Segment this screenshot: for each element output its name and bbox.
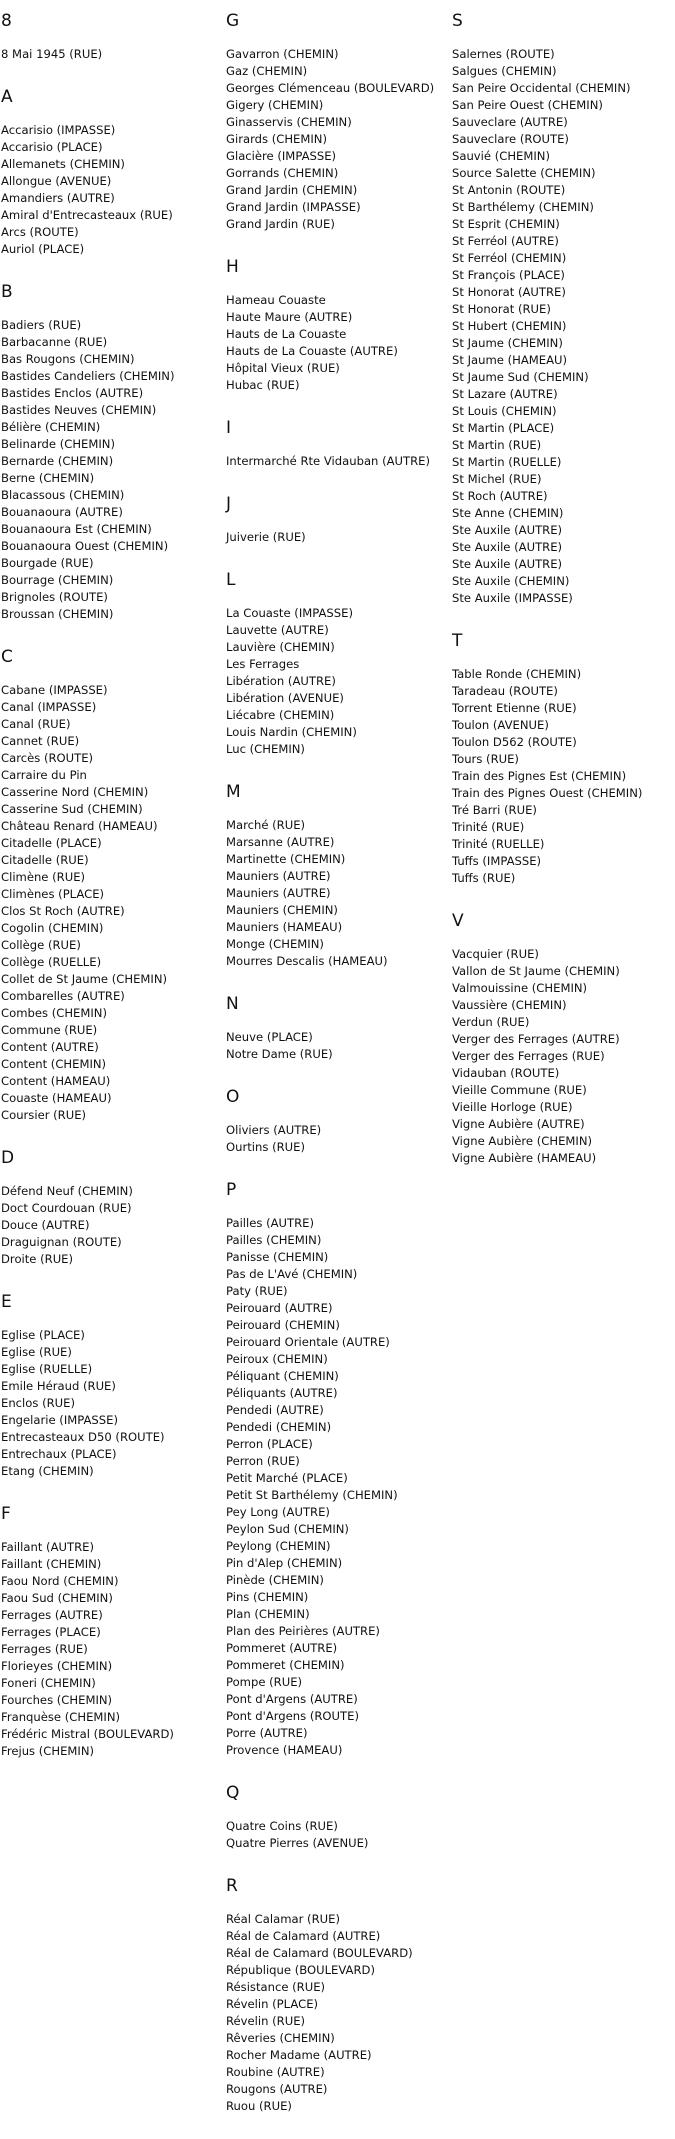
letter-section: [1, 282, 229, 623]
street-list-item: Grand Jardin (IMPASSE): [226, 200, 361, 214]
street-list-item: Amandiers (AUTRE): [1, 191, 115, 205]
street-list-item: Brignoles (ROUTE): [1, 590, 108, 604]
street-list-item: Bouanaoura Est (CHEMIN): [1, 522, 152, 536]
street-list-item: Blacassous (CHEMIN): [1, 488, 125, 502]
street-list-item: Pendedi (AUTRE): [226, 1403, 324, 1417]
street-list-item: Train des Pignes Ouest (CHEMIN): [452, 786, 643, 800]
street-list-item: Peirouard (CHEMIN): [226, 1318, 340, 1332]
street-list-item: Neuve (PLACE): [226, 1030, 313, 1044]
street-list-item: Casserine Sud (CHEMIN): [1, 802, 143, 816]
street-list-item: Mauniers (AUTRE): [226, 869, 331, 883]
street-list-item: Bourgade (RUE): [1, 556, 94, 570]
street-list-item: Juiverie (RUE): [226, 530, 306, 544]
street-list-item: Eglise (PLACE): [1, 1328, 85, 1342]
street-list-item: Vaussière (CHEMIN): [452, 998, 567, 1012]
street-list-item: St François (PLACE): [452, 268, 565, 282]
street-list-item: Gigery (CHEMIN): [226, 98, 324, 112]
street-list-item: Bas Rougons (CHEMIN): [1, 352, 135, 366]
street-list-item: Vallon de St Jaume (CHEMIN): [452, 964, 620, 978]
street-list-item: St Jaume (CHEMIN): [452, 336, 563, 350]
street-list-item: Vigne Aubière (CHEMIN): [452, 1134, 593, 1148]
street-list-item: Content (CHEMIN): [1, 1057, 107, 1071]
street-list-item: Doct Courdouan (RUE): [1, 1201, 132, 1215]
street-list-item: Ste Auxile (AUTRE): [452, 540, 563, 554]
street-list-item: Révelin (RUE): [226, 2014, 306, 2028]
street-list-item: Gaz (CHEMIN): [226, 64, 308, 78]
letter-section: [226, 418, 454, 470]
street-list-item: Girards (CHEMIN): [226, 132, 328, 146]
section-letter-heading: Q: [226, 1783, 240, 1803]
street-list-item: St Martin (RUE): [452, 438, 542, 452]
street-list-item: Perron (PLACE): [226, 1437, 313, 1451]
section-letter-heading: A: [1, 87, 13, 107]
street-list-item: Frédéric Mistral (BOULEVARD): [1, 1727, 174, 1741]
street-list-item: Sauveclare (AUTRE): [452, 115, 568, 129]
street-list: [452, 46, 674, 607]
letter-section: [226, 994, 454, 1063]
street-list-item: Péliquant (CHEMIN): [226, 1369, 339, 1383]
street-list-item: Mauniers (AUTRE): [226, 886, 331, 900]
street-list-item: St Ferréol (CHEMIN): [452, 251, 567, 265]
letter-section: [226, 1783, 454, 1852]
street-list-item: Révelin (PLACE): [226, 1997, 319, 2011]
street-list-item: Faillant (AUTRE): [1, 1540, 94, 1554]
street-list: [226, 1215, 454, 1759]
street-list-item: Draguignan (ROUTE): [1, 1235, 122, 1249]
section-letter-heading: T: [452, 631, 463, 651]
street-list-item: Peiroux (CHEMIN): [226, 1352, 328, 1366]
street-list-item: Entrecasteaux D50 (ROUTE): [1, 1430, 165, 1444]
street-list-item: Réal de Calamard (BOULEVARD): [226, 1946, 413, 1960]
street-list-item: Péliquants (AUTRE): [226, 1386, 338, 1400]
street-list-item: Foneri (CHEMIN): [1, 1676, 96, 1690]
section-letter-heading: M: [226, 782, 241, 802]
street-list-item: Pailles (AUTRE): [226, 1216, 315, 1230]
section-letter-heading: V: [452, 911, 464, 931]
section-letter-heading: E: [1, 1292, 12, 1312]
street-list-item: Cabane (IMPASSE): [1, 683, 108, 697]
street-list-item: Hôpital Vieux (RUE): [226, 361, 340, 375]
street-list-item: Cannet (RUE): [1, 734, 80, 748]
street-list-item: Pins (CHEMIN): [226, 1590, 309, 1604]
street-list-item: St Martin (PLACE): [452, 421, 555, 435]
street-list-item: Peylong (CHEMIN): [226, 1539, 331, 1553]
street-list-item: Mourres Descalis (HAMEAU): [226, 954, 388, 968]
street-list: [226, 529, 454, 546]
street-list-item: Climène (RUE): [1, 870, 86, 884]
street-list-item: Citadelle (PLACE): [1, 836, 102, 850]
street-list-item: Peirouard Orientale (AUTRE): [226, 1335, 390, 1349]
letter-section: [452, 911, 674, 1167]
section-letter-heading: F: [1, 1504, 11, 1524]
street-list-item: Collège (RUELLE): [1, 955, 102, 969]
section-letter-heading: O: [226, 1087, 240, 1107]
street-list: [1, 1327, 229, 1480]
street-list-item: Verdun (RUE): [452, 1015, 530, 1029]
street-list-item: Ste Anne (CHEMIN): [452, 506, 564, 520]
street-list-item: Gorrands (CHEMIN): [226, 166, 339, 180]
street-list-item: St Ferréol (AUTRE): [452, 234, 559, 248]
street-list-item: Collège (RUE): [1, 938, 81, 952]
street-list-item: Notre Dame (RUE): [226, 1047, 333, 1061]
street-list-item: Peylon Sud (CHEMIN): [226, 1522, 349, 1536]
street-list-item: Luc (CHEMIN): [226, 742, 305, 756]
street-list-item: St Lazare (AUTRE): [452, 387, 558, 401]
letter-section: [226, 1087, 454, 1156]
street-list-item: Ruou (RUE): [226, 2099, 292, 2113]
street-list-item: Pey Long (AUTRE): [226, 1505, 330, 1519]
street-list-item: Marsanne (AUTRE): [226, 835, 335, 849]
street-list-item: Louis Nardin (CHEMIN): [226, 725, 357, 739]
street-list-item: Douce (AUTRE): [1, 1218, 90, 1232]
street-list-item: Bourrage (CHEMIN): [1, 573, 114, 587]
letter-section: [226, 494, 454, 546]
street-list-item: Cogolin (CHEMIN): [1, 921, 104, 935]
street-list-item: Défend Neuf (CHEMIN): [1, 1184, 133, 1198]
street-list-item: Grand Jardin (RUE): [226, 217, 335, 231]
street-list-item: Bernarde (CHEMIN): [1, 454, 114, 468]
street-list-item: Toulon (AVENUE): [452, 718, 549, 732]
street-list-item: Auriol (PLACE): [1, 242, 85, 256]
street-list-item: Salernes (ROUTE): [452, 47, 555, 61]
street-list-item: Porre (AUTRE): [226, 1726, 308, 1740]
street-list-item: Bélière (CHEMIN): [1, 420, 101, 434]
street-list-item: Libération (AVENUE): [226, 691, 344, 705]
street-list-item: Amiral d'Entrecasteaux (RUE): [1, 208, 173, 222]
street-list-item: Paty (RUE): [226, 1284, 288, 1298]
street-list-item: Florieyes (CHEMIN): [1, 1659, 113, 1673]
street-list-item: Gavarron (CHEMIN): [226, 47, 339, 61]
street-list-item: Petit St Barthélemy (CHEMIN): [226, 1488, 398, 1502]
street-list-item: Ferrages (AUTRE): [1, 1608, 103, 1622]
section-letter-heading: P: [226, 1180, 237, 1200]
street-list: [226, 817, 454, 970]
street-list-item: Taradeau (ROUTE): [452, 684, 558, 698]
letter-section: [1, 1148, 229, 1268]
street-list-item: Table Ronde (CHEMIN): [452, 667, 582, 681]
street-list-item: Couaste (HAMEAU): [1, 1091, 112, 1105]
street-list: [226, 605, 454, 758]
street-list-item: Ginasservis (CHEMIN): [226, 115, 352, 129]
letter-section: [226, 1876, 454, 2115]
letter-section: [452, 631, 674, 887]
street-list-item: St Honorat (RUE): [452, 302, 551, 316]
street-list-item: Franquèse (CHEMIN): [1, 1710, 121, 1724]
street-list: [226, 1911, 454, 2115]
street-list: [1, 122, 229, 258]
street-list: [226, 1122, 454, 1156]
street-list-item: Pinède (CHEMIN): [226, 1573, 324, 1587]
street-list-item: Résistance (RUE): [226, 1980, 326, 1994]
street-list-item: St Michel (RUE): [452, 472, 542, 486]
street-list-item: Allongue (AVENUE): [1, 174, 112, 188]
letter-section: [226, 782, 454, 970]
street-list-item: Mauniers (HAMEAU): [226, 920, 343, 934]
street-list-item: Combarelles (AUTRE): [1, 989, 125, 1003]
street-list-item: Ferrages (RUE): [1, 1642, 88, 1656]
street-list-item: Content (HAMEAU): [1, 1074, 111, 1088]
street-list-item: Content (AUTRE): [1, 1040, 99, 1054]
street-list-item: Valmouissine (CHEMIN): [452, 981, 588, 995]
street-list-item: Enclos (RUE): [1, 1396, 76, 1410]
street-list-item: Réal Calamar (RUE): [226, 1912, 340, 1926]
street-list-item: Sauvié (CHEMIN): [452, 149, 550, 163]
street-list-item: Bouanaoura Ouest (CHEMIN): [1, 539, 169, 553]
street-index-column-3: [452, 11, 674, 1191]
street-list-item: Collet de St Jaume (CHEMIN): [1, 972, 168, 986]
street-list-item: Coursier (RUE): [1, 1108, 87, 1122]
street-list-item: Frejus (CHEMIN): [1, 1744, 95, 1758]
street-list-item: Lauvette (AUTRE): [226, 623, 329, 637]
street-list-item: Plan (CHEMIN): [226, 1607, 310, 1621]
street-list-item: St Martin (RUELLE): [452, 455, 562, 469]
street-list-item: Sauveclare (ROUTE): [452, 132, 569, 146]
street-list-item: Perron (RUE): [226, 1454, 300, 1468]
street-list-item: Eglise (RUELLE): [1, 1362, 93, 1376]
street-list-item: Provence (HAMEAU): [226, 1743, 343, 1757]
street-list-item: Berne (CHEMIN): [1, 471, 95, 485]
street-list-item: Martinette (CHEMIN): [226, 852, 346, 866]
street-list-item: Carcès (ROUTE): [1, 751, 94, 765]
street-list-item: 8 Mai 1945 (RUE): [1, 47, 103, 61]
street-list-item: Ste Auxile (AUTRE): [452, 557, 563, 571]
section-letter-heading: G: [226, 11, 240, 31]
street-list-item: Pommeret (AUTRE): [226, 1641, 338, 1655]
street-list-item: Vieille Horloge (RUE): [452, 1100, 573, 1114]
street-list-item: St Jaume (HAMEAU): [452, 353, 568, 367]
street-index-column-1: [1, 11, 229, 1784]
street-list-item: Libération (AUTRE): [226, 674, 336, 688]
street-list-item: Haute Maure (AUTRE): [226, 310, 353, 324]
letter-section: [226, 11, 454, 233]
street-list-item: Quatre Pierres (AVENUE): [226, 1836, 369, 1850]
street-list-item: Vieille Commune (RUE): [452, 1083, 587, 1097]
street-list-item: Mauniers (CHEMIN): [226, 903, 338, 917]
street-list: [452, 946, 674, 1167]
section-letter-heading: S: [452, 11, 463, 31]
street-list-item: St Louis (CHEMIN): [452, 404, 557, 418]
street-list-item: Hameau Couaste: [226, 293, 326, 307]
street-list-item: Faillant (CHEMIN): [1, 1557, 102, 1571]
letter-section: [1, 1292, 229, 1480]
street-list-item: Rocher Madame (AUTRE): [226, 2048, 372, 2062]
street-list-item: Pommeret (CHEMIN): [226, 1658, 345, 1672]
street-index-column-2: [226, 11, 454, 2139]
street-list-item: Quatre Coins (RUE): [226, 1819, 338, 1833]
street-list-item: Plan des Peirières (AUTRE): [226, 1624, 380, 1638]
street-list-item: Vidauban (ROUTE): [452, 1066, 560, 1080]
street-list-item: Hauts de La Couaste: [226, 327, 347, 341]
street-list-item: Train des Pignes Est (CHEMIN): [452, 769, 627, 783]
street-list-item: Bouanaoura (AUTRE): [1, 505, 123, 519]
street-list-item: Ste Auxile (CHEMIN): [452, 574, 570, 588]
street-list-item: Bastides Neuves (CHEMIN): [1, 403, 157, 417]
section-letter-heading: N: [226, 994, 239, 1014]
letter-section: [226, 1180, 454, 1759]
street-list: [1, 1183, 229, 1268]
street-list-item: Ourtins (RUE): [226, 1140, 305, 1154]
section-letter-heading: C: [1, 647, 13, 667]
street-list-item: Tours (RUE): [452, 752, 519, 766]
letter-section: [1, 1504, 229, 1760]
letter-section: [1, 647, 229, 1124]
street-list-item: Droite (RUE): [1, 1252, 74, 1266]
street-list-item: Verger des Ferrages (RUE): [452, 1049, 605, 1063]
street-list-item: Réal de Calamard (AUTRE): [226, 1929, 381, 1943]
street-list-item: Toulon D562 (ROUTE): [452, 735, 577, 749]
street-list-item: Monge (CHEMIN): [226, 937, 324, 951]
street-list: [226, 1818, 454, 1852]
street-list-item: Belinarde (CHEMIN): [1, 437, 116, 451]
street-list-item: Liécabre (CHEMIN): [226, 708, 335, 722]
street-list-item: Casserine Nord (CHEMIN): [1, 785, 149, 799]
street-list-item: Pont d'Argens (AUTRE): [226, 1692, 358, 1706]
street-list-item: Barbacanne (RUE): [1, 335, 108, 349]
street-list-item: San Peire Occidental (CHEMIN): [452, 81, 631, 95]
street-list-item: Ste Auxile (IMPASSE): [452, 591, 573, 605]
street-list-item: Citadelle (RUE): [1, 853, 89, 867]
street-list-item: Hubac (RUE): [226, 378, 300, 392]
letter-section: [226, 257, 454, 394]
street-list-item: Vigne Aubière (HAMEAU): [452, 1151, 597, 1165]
street-list-item: Intermarché Rte Vidauban (AUTRE): [226, 454, 431, 468]
street-list-item: Trinité (RUE): [452, 820, 525, 834]
street-list-item: Tré Barri (RUE): [452, 803, 537, 817]
street-list-item: Source Salette (CHEMIN): [452, 166, 596, 180]
section-letter-heading: L: [226, 570, 236, 590]
street-list-item: Bastides Candeliers (CHEMIN): [1, 369, 175, 383]
street-list-item: St Barthélemy (CHEMIN): [452, 200, 594, 214]
street-list-item: Trinité (RUELLE): [452, 837, 545, 851]
street-list-item: Peirouard (AUTRE): [226, 1301, 333, 1315]
street-list-item: Rougons (AUTRE): [226, 2082, 328, 2096]
street-list: [226, 292, 454, 394]
street-list-item: Accarisio (PLACE): [1, 140, 103, 154]
section-letter-heading: B: [1, 282, 13, 302]
street-list-item: Rêveries (CHEMIN): [226, 2031, 335, 2045]
street-list: [452, 666, 674, 887]
street-list-item: Eglise (RUE): [1, 1345, 72, 1359]
section-letter-heading: R: [226, 1876, 238, 1896]
street-list-item: Petit Marché (PLACE): [226, 1471, 348, 1485]
street-list: [226, 1029, 454, 1063]
street-list-item: Allemanets (CHEMIN): [1, 157, 125, 171]
street-list-item: Salgues (CHEMIN): [452, 64, 557, 78]
street-list-item: Clos St Roch (AUTRE): [1, 904, 125, 918]
street-list-item: Engelarie (IMPASSE): [1, 1413, 118, 1427]
street-list-item: Canal (RUE): [1, 717, 71, 731]
street-list: [226, 453, 454, 470]
street-list-item: Pas de L'Avé (CHEMIN): [226, 1267, 358, 1281]
street-list-item: Pont d'Argens (ROUTE): [226, 1709, 359, 1723]
section-letter-heading: I: [226, 418, 232, 438]
letter-section: [226, 570, 454, 758]
street-list-item: Fourches (CHEMIN): [1, 1693, 113, 1707]
street-list-item: Emile Héraud (RUE): [1, 1379, 116, 1393]
street-list: [1, 317, 229, 623]
street-list-item: St Hubert (CHEMIN): [452, 319, 567, 333]
street-list-item: Tuffs (IMPASSE): [452, 854, 542, 868]
street-list-item: St Esprit (CHEMIN): [452, 217, 560, 231]
street-list-item: Faou Nord (CHEMIN): [1, 1574, 119, 1588]
street-list-item: Panisse (CHEMIN): [226, 1250, 329, 1264]
street-list-item: Roubine (AUTRE): [226, 2065, 325, 2079]
letter-section: [1, 11, 229, 63]
street-list-item: Torrent Etienne (RUE): [452, 701, 577, 715]
section-letter-heading: J: [226, 494, 232, 514]
street-list-item: Pailles (CHEMIN): [226, 1233, 322, 1247]
street-list-item: République (BOULEVARD): [226, 1963, 375, 1977]
street-list-item: St Antonin (ROUTE): [452, 183, 566, 197]
street-list-item: Glacière (IMPASSE): [226, 149, 337, 163]
street-list-item: Arcs (ROUTE): [1, 225, 79, 239]
letter-section: [452, 11, 674, 607]
street-list-item: Combes (CHEMIN): [1, 1006, 107, 1020]
street-list: [1, 682, 229, 1124]
street-list-item: Badiers (RUE): [1, 318, 82, 332]
street-list-item: St Jaume Sud (CHEMIN): [452, 370, 589, 384]
street-list-item: Faou Sud (CHEMIN): [1, 1591, 113, 1605]
street-list-item: Pendedi (CHEMIN): [226, 1420, 332, 1434]
street-list: [226, 46, 454, 233]
street-list-item: Tuffs (RUE): [452, 871, 516, 885]
street-list-item: Accarisio (IMPASSE): [1, 123, 116, 137]
street-list-item: Marché (RUE): [226, 818, 306, 832]
section-letter-heading: D: [1, 1148, 15, 1168]
street-list-item: Bastides Enclos (AUTRE): [1, 386, 144, 400]
street-list-item: Canal (IMPASSE): [1, 700, 97, 714]
street-list-item: San Peire Ouest (CHEMIN): [452, 98, 603, 112]
street-list-item: Climènes (PLACE): [1, 887, 105, 901]
letter-section: [1, 87, 229, 258]
street-list-item: Georges Clémenceau (BOULEVARD): [226, 81, 435, 95]
section-letter-heading: 8: [1, 11, 12, 31]
street-list-item: Lauvière (CHEMIN): [226, 640, 335, 654]
street-list-item: Broussan (CHEMIN): [1, 607, 114, 621]
street-list-item: Pompe (RUE): [226, 1675, 303, 1689]
street-list-item: Entrechaux (PLACE): [1, 1447, 117, 1461]
street-list: [1, 46, 229, 63]
street-list: [1, 1539, 229, 1760]
street-list-item: St Honorat (AUTRE): [452, 285, 566, 299]
street-list-item: St Roch (AUTRE): [452, 489, 548, 503]
street-list-item: Oliviers (AUTRE): [226, 1123, 322, 1137]
street-list-item: Ferrages (PLACE): [1, 1625, 101, 1639]
street-list-item: Château Renard (HAMEAU): [1, 819, 158, 833]
street-list-item: Etang (CHEMIN): [1, 1464, 94, 1478]
street-list-item: Grand Jardin (CHEMIN): [226, 183, 358, 197]
street-list-item: Carraire du Pin: [1, 768, 87, 782]
section-letter-heading: H: [226, 257, 239, 277]
street-list-item: Les Ferrages: [226, 657, 300, 671]
street-list-item: Vacquier (RUE): [452, 947, 539, 961]
street-list-item: Ste Auxile (AUTRE): [452, 523, 563, 537]
street-list-item: Commune (RUE): [1, 1023, 98, 1037]
street-list-item: Verger des Ferrages (AUTRE): [452, 1032, 620, 1046]
street-list-item: Pin d'Alep (CHEMIN): [226, 1556, 343, 1570]
street-list-item: La Couaste (IMPASSE): [226, 606, 353, 620]
street-list-item: Vigne Aubière (AUTRE): [452, 1117, 585, 1131]
street-list-item: Hauts de La Couaste (AUTRE): [226, 344, 398, 358]
